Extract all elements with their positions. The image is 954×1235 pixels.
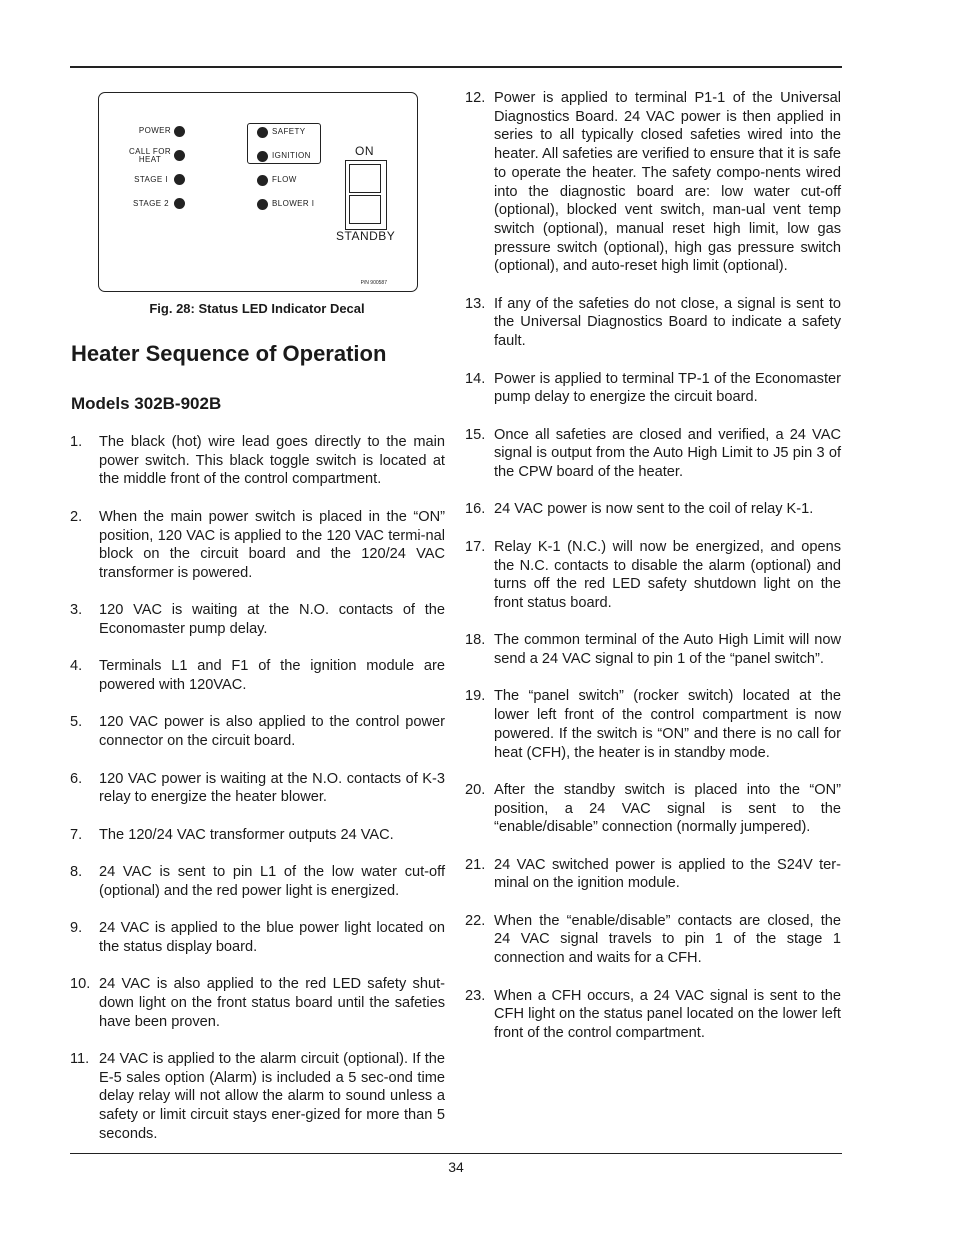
- step-number: 22.: [465, 912, 486, 929]
- sequence-steps-left: [70, 433, 445, 1162]
- step-number: 8.: [70, 864, 83, 881]
- step-item: [70, 826, 445, 845]
- step-text: When a CFH occurs, a 24 VAC signal is sent to the CFH light on the status panel located on the lower left front of the control compartment.: [494, 987, 841, 1041]
- stage-2-led: [174, 198, 185, 209]
- step-number: 9.: [70, 920, 83, 937]
- step-item: [70, 975, 445, 1031]
- step-number: 2.: [70, 508, 83, 525]
- step-text: 24 VAC is applied to the blue power light located on the status display board.: [99, 920, 445, 955]
- step-text: The common terminal of the Auto High Limit will now send a 24 VAC signal to pin 1 of the “panel switch”.: [494, 632, 841, 667]
- figure-caption: Fig. 28: Status LED Indicator Decal: [149, 301, 365, 316]
- decal-label-call-for-heat: [125, 148, 175, 164]
- step-number: 21.: [465, 856, 486, 873]
- step-text: Power is applied to terminal TP-1 of the Economaster pump delay to energize the circuit board.: [494, 370, 841, 406]
- step-text: 120 VAC power is waiting at the N.O. contacts of K-3 relay to energize the heater blower.: [99, 770, 445, 806]
- decal-label-stage-2: STAGE 2: [133, 199, 169, 208]
- step-item: [465, 426, 841, 482]
- call-for-heat-led: [174, 150, 185, 161]
- step-number: 7.: [70, 826, 83, 843]
- bottom-rule: [70, 1153, 842, 1154]
- safety-led: [257, 127, 268, 138]
- step-text: The 120/24 VAC transformer outputs 24 VAC.: [99, 826, 394, 843]
- step-text: 24 VAC is also applied to the red LED safety shut-down light on the front status board until the safeties have been proven.: [99, 976, 445, 1030]
- step-item: [70, 770, 445, 807]
- step-number: 20.: [465, 781, 486, 798]
- step-item: [70, 863, 445, 900]
- models-subheading: Models 302B-902B: [71, 394, 222, 413]
- stage-1-led: [174, 174, 185, 185]
- step-text: 24 VAC is applied to the alarm circuit (optional). If the E-5 sales option (Alarm) is included a 5 sec-ond time delay relay will not allow the alarm to sound unless a safety or limit circuit stays ener-gized for more than 5 seconds.: [99, 1051, 445, 1142]
- rocker-switch: [345, 160, 387, 230]
- step-number: 10.: [70, 976, 91, 993]
- step-item: [465, 687, 841, 762]
- step-number: 15.: [465, 426, 486, 443]
- step-number: 4.: [70, 658, 83, 675]
- decal-label-stage-1: STAGE I: [134, 175, 168, 184]
- ignition-led: [257, 151, 268, 162]
- step-item: [465, 987, 841, 1043]
- decal-label-ignition: IGNITION: [272, 151, 311, 160]
- power-led: [174, 126, 185, 137]
- step-text: 120 VAC is waiting at the N.O. contacts of the Economaster pump delay.: [99, 602, 445, 637]
- step-item: [70, 433, 445, 489]
- step-text: Terminals L1 and F1 of the ignition module are powered with 120VAC.: [99, 658, 445, 694]
- step-number: 17.: [465, 538, 486, 555]
- step-item: [70, 601, 445, 638]
- page-number: 34: [448, 1159, 464, 1175]
- step-text: After the standby switch is placed into the “ON” position, a 24 VAC signal is sent to the “enable/disable” connection (normally jumpered).: [494, 781, 841, 836]
- switch-standby-label: STANDBY: [336, 229, 396, 243]
- step-item: [70, 657, 445, 694]
- step-number: 16.: [465, 501, 486, 518]
- step-number: 23.: [465, 987, 486, 1004]
- step-number: 5.: [70, 714, 83, 731]
- step-item: [465, 856, 841, 893]
- step-number: 1.: [70, 434, 83, 450]
- flow-led: [257, 175, 268, 186]
- step-text: If any of the safeties do not close, a signal is sent to the Universal Diagnostics Board to indicate a safety fault.: [494, 295, 841, 350]
- step-item: [465, 89, 841, 276]
- decal-label-call-for-heat-line1: CALL FOR: [128, 147, 172, 156]
- step-text: The “panel switch” (rocker switch) located at the lower left front of the control compartment is now powered. If the switch is “ON” and there is no call for heat (CFH), the heater is in standby mode.: [494, 688, 841, 761]
- step-item: [465, 781, 841, 837]
- step-item: [465, 631, 841, 668]
- decal-label-power: POWER: [138, 126, 172, 135]
- step-number: 19.: [465, 688, 486, 705]
- step-text: 24 VAC power is now sent to the coil of relay K-1.: [494, 501, 814, 518]
- top-rule: [70, 66, 842, 68]
- decal-label-call-for-heat-line2: HEAT: [138, 155, 162, 164]
- step-number: 3.: [70, 602, 83, 619]
- step-item: [465, 912, 841, 968]
- rocker-switch-bottom: [349, 195, 381, 224]
- section-heading: Heater Sequence of Operation: [71, 341, 387, 366]
- step-item: [70, 713, 445, 750]
- step-number: 12.: [465, 90, 486, 106]
- step-item: [465, 370, 841, 407]
- step-text: Relay K-1 (N.C.) will now be energized, and opens the N.C. contacts to disable the alarm (optional) and turns off the red LED safety shutdown light on the front status board.: [494, 538, 841, 611]
- step-text: 24 VAC is sent to pin L1 of the low water cut-off (optional) and the red power light is energized.: [99, 864, 445, 899]
- step-text: The black (hot) wire lead goes directly to the main power switch. This black toggle switch is located at the middle front of the control compartment.: [99, 434, 445, 488]
- switch-on-label: ON: [355, 144, 374, 158]
- step-number: 18.: [465, 632, 486, 649]
- part-number: P/N 900587: [360, 280, 387, 286]
- decal-label-blower-1: BLOWER I: [272, 199, 315, 208]
- step-item: [465, 295, 841, 351]
- step-text: When the main power switch is placed in the “ON” position, 120 VAC is applied to the 120 VAC termi-nal block on the circuit board and the 120/24 VAC transformer is powered.: [99, 508, 445, 581]
- step-item: [465, 500, 841, 519]
- step-item: [70, 919, 445, 956]
- step-item: [465, 538, 841, 613]
- step-number: 11.: [70, 1051, 90, 1068]
- step-text: 120 VAC power is also applied to the control power connector on the circuit board.: [99, 714, 445, 750]
- step-number: 13.: [465, 295, 486, 312]
- step-text: 24 VAC switched power is applied to the S24V ter-minal on the ignition module.: [494, 856, 841, 892]
- step-item: [70, 508, 445, 583]
- decal-label-flow: FLOW: [272, 175, 297, 184]
- step-text: When the “enable/disable” contacts are closed, the 24 VAC signal travels to pin 1 of the stage 1 connection and waits for a CFH.: [494, 912, 841, 967]
- step-number: 14.: [465, 370, 486, 387]
- sequence-steps-right: [465, 89, 841, 1061]
- rocker-switch-top: [349, 164, 381, 193]
- step-number: 6.: [70, 770, 83, 787]
- step-item: [70, 1050, 445, 1144]
- decal-label-safety: SAFETY: [272, 127, 306, 136]
- blower-1-led: [257, 199, 268, 210]
- step-text: Once all safeties are closed and verified, a 24 VAC signal is output from the Auto High Limit to J5 pin 3 of the CPW board of the heater.: [494, 426, 841, 481]
- step-text: Power is applied to terminal P1-1 of the Universal Diagnostics Board. 24 VAC power is then applied in series to all typically closed safeties wired into the heater. All safeties are verified to ensure that it is safe to operate the heater. The safety compo-nents wired into the diagnostic board are: low water cut-off (optional), blocked vent switch, man-ual vent temp switch (optional), manual reset high limit, low gas pressure switch (optional), high gas pressure switch (optional), and auto-reset high limit (optional).: [494, 90, 841, 275]
- status-led-decal: [98, 92, 418, 292]
